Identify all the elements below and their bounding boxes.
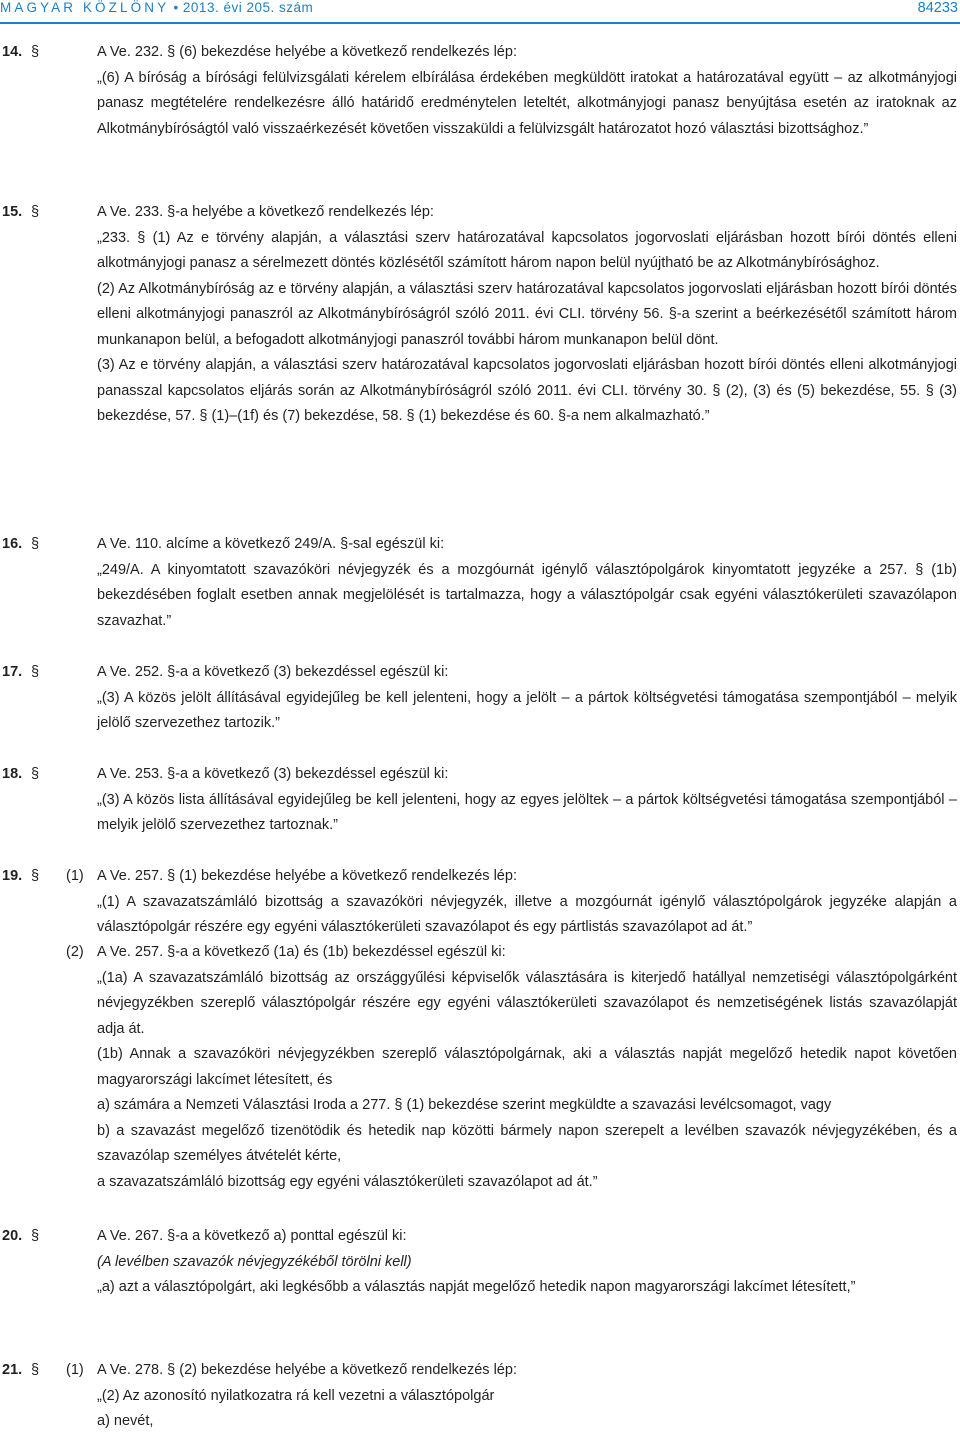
header-left xyxy=(0,0,313,15)
subsection-number: (1) xyxy=(66,1362,84,1378)
section-text xyxy=(97,40,957,142)
section-text xyxy=(97,660,957,737)
paragraph: A Ve. 257. § (1) bekezdése helyébe a következő rendelkezés lép: xyxy=(97,868,517,884)
paragraph: „249/A. A kinyomtatott szavazóköri névjegyzék és a mozgóurnát igénylő választópolgárok kinyomtatott jegyzéke a 257. § (1b) bekezdésében foglalt esetben annak megjelölését is tartalmazza, hogy a választópolgár csak egyéni választókerületi szavazólapon szavazhat.” xyxy=(97,561,957,629)
section-text xyxy=(97,762,957,839)
paragraph: (A levélben szavazók névjegyzékéből törölni kell) xyxy=(97,1253,412,1270)
subsection-number: (1) xyxy=(66,868,84,884)
paragraph: A Ve. 267. §-a a következő a) ponttal egészül ki: xyxy=(97,1228,407,1244)
section-number: 17. xyxy=(2,664,23,680)
section-text xyxy=(97,200,957,430)
paragraph-sign: § xyxy=(31,1228,40,1244)
subsection-number: (2) xyxy=(66,944,84,960)
paragraph: „a) azt a választópolgárt, aki legkésőbb a választás napját megelőző hetedik napon magyarországi lakcímet létesített,” xyxy=(97,1279,856,1295)
section-text xyxy=(97,1358,957,1435)
paragraph: (1b) Annak a szavazóköri névjegyzékben szereplő választópolgárnak, aki a választás napját megelőző hetedik napot követően magyarországi lakcímet létesített, és xyxy=(97,1046,957,1088)
section-text xyxy=(97,864,957,941)
paragraph-sign: § xyxy=(31,44,40,60)
page-header xyxy=(0,0,960,22)
section-number: 16. xyxy=(2,536,23,552)
paragraph: a szavazatszámláló bizottság egy egyéni választókerületi szavazólapot ad át.” xyxy=(97,1173,598,1190)
paragraph: A Ve. 232. § (6) bekezdése helyébe a következő rendelkezés lép: xyxy=(97,44,517,60)
section-number: 19. xyxy=(2,868,23,884)
section-number: 18. xyxy=(2,766,23,782)
paragraph-sign: § xyxy=(31,766,40,782)
section-text xyxy=(97,532,957,634)
journal-title: MAGYAR KÖZLÖNY xyxy=(0,0,170,15)
paragraph: (3) Az e törvény alapján, a választási szerv határozatával kapcsolatos jogorvoslati eljárásban hozott bírói döntés elleni alkotmányjogi panasszal kapcsolatos eljárás során az Alkotmánybíróságról szóló 2011. évi CLI. törvény 30. § (2), (3) és (5) bekezdése, 55. § (3) bekezdése, 57. § (1)–(1f) és (7) bekezdése, 58. § (1) bekezdése és 60. §-a nem alkalmazható.” xyxy=(97,357,957,424)
paragraph: „(3) A közös jelölt állításával egyidejűleg be kell jelenteni, hogy a jelölt – a pártok költségvetési támogatása szempontjából – melyik jelölő szervezethez tartozik.” xyxy=(97,689,957,731)
paragraph: b) a szavazást megelőző tizenötödik és hetedik nap közötti bármely napon szerepelt a levélben szavazók névjegyzékében, és a szavazólap személyes átvételét kérte, xyxy=(97,1122,957,1164)
page-number: 84233 xyxy=(917,0,958,16)
section-text xyxy=(97,1224,957,1301)
paragraph: A Ve. 110. alcíme a következő 249/A. §-sal egészül ki: xyxy=(97,536,445,552)
section-number: 14. xyxy=(2,44,23,60)
paragraph-sign: § xyxy=(31,204,40,220)
section-number: 15. xyxy=(2,204,23,220)
paragraph: a) számára a Nemzeti Választási Iroda a 277. § (1) bekezdése szerint megküldte a szavazási levélcsomagot, vagy xyxy=(97,1097,832,1113)
paragraph-sign: § xyxy=(31,1362,40,1378)
paragraph: A Ve. 253. §-a a következő (3) bekezdéssel egészül ki: xyxy=(97,766,449,782)
section-number: 20. xyxy=(2,1228,23,1244)
section-number: 21. xyxy=(2,1362,23,1378)
paragraph-sign: § xyxy=(31,536,40,552)
paragraph: A Ve. 233. §-a helyébe a következő rendelkezés lép: xyxy=(97,204,434,220)
paragraph: A Ve. 278. § (2) bekezdése helyébe a következő rendelkezés lép: xyxy=(97,1362,517,1378)
paragraph: a) nevét, xyxy=(97,1413,154,1429)
paragraph-sign: § xyxy=(31,664,40,680)
issue-label: • 2013. évi 205. szám xyxy=(173,0,314,15)
paragraph: (2) Az Alkotmánybíróság az e törvény alapján, a választási szerv határozatával kapcsolatos jogorvoslati eljárásban hozott bírói döntés elleni alkotmányjogi panaszról az Alkotmánybíróságról szóló 2011. évi CLI. törvény 56. §-a szerint a beérkezésétől számított három munkanapon belül, a befogadott alkotmányjogi panaszról további három munkanapon belül dönt. xyxy=(97,280,957,348)
paragraph: „(1a) A szavazatszámláló bizottság az országgyűlési képviselők választására is kiterjedő hatállyal nemzetiségi választópolgárként névjegyzékben szereplő választópolgár részére egy egyéni választókerületi szavazólapot és nemzetiségének listás szavazólapját adja át. xyxy=(97,969,957,1037)
paragraph: A Ve. 257. §-a a következő (1a) és (1b) bekezdéssel egészül ki: xyxy=(97,944,506,960)
section-text xyxy=(97,940,957,1195)
paragraph: „(1) A szavazatszámláló bizottság a szavazóköri névjegyzék, illetve a mozgóurnát igénylő választópolgárok jegyzéke alapján a választópolgár részére egy egyéni választókerületi szavazólapot és egy pártlistás szavazólapot ad át.” xyxy=(97,893,957,935)
paragraph: „233. § (1) Az e törvény alapján, a választási szerv határozatával kapcsolatos jogorvoslati eljárásban hozott bírói döntés elleni alkotmányjogi panasz a sérelmezett döntés közlésétől számított három napon belül nyújtható be az Alkotmánybírósághoz. xyxy=(97,229,957,271)
paragraph: „(3) A közös lista állításával egyidejűleg be kell jelenteni, hogy az egyes jelöltek – a pártok költségvetési támogatása szempontjából – melyik jelölő szervezethez tartoznak.” xyxy=(97,791,957,833)
paragraph: „(2) Az azonosító nyilatkozatra rá kell vezetni a választópolgár xyxy=(97,1387,495,1404)
paragraph: „(6) A bíróság a bírósági felülvizsgálati kérelem elbírálása érdekében megküldött iratokat a határozatával együtt – az alkotmányjogi panasz megtételére rendelkezésre álló határidő eredménytelen leteltét, alkotmányjogi panasz benyújtása esetén az iratoknak az Alkotmánybíróságtól való visszaérkezését követően visszaküldi a felülvizsgált határozatot hozó választási bizottsághoz.” xyxy=(97,69,957,137)
header-rule xyxy=(0,22,960,24)
paragraph-sign: § xyxy=(31,868,40,884)
paragraph: A Ve. 252. §-a a következő (3) bekezdéssel egészül ki: xyxy=(97,664,449,680)
